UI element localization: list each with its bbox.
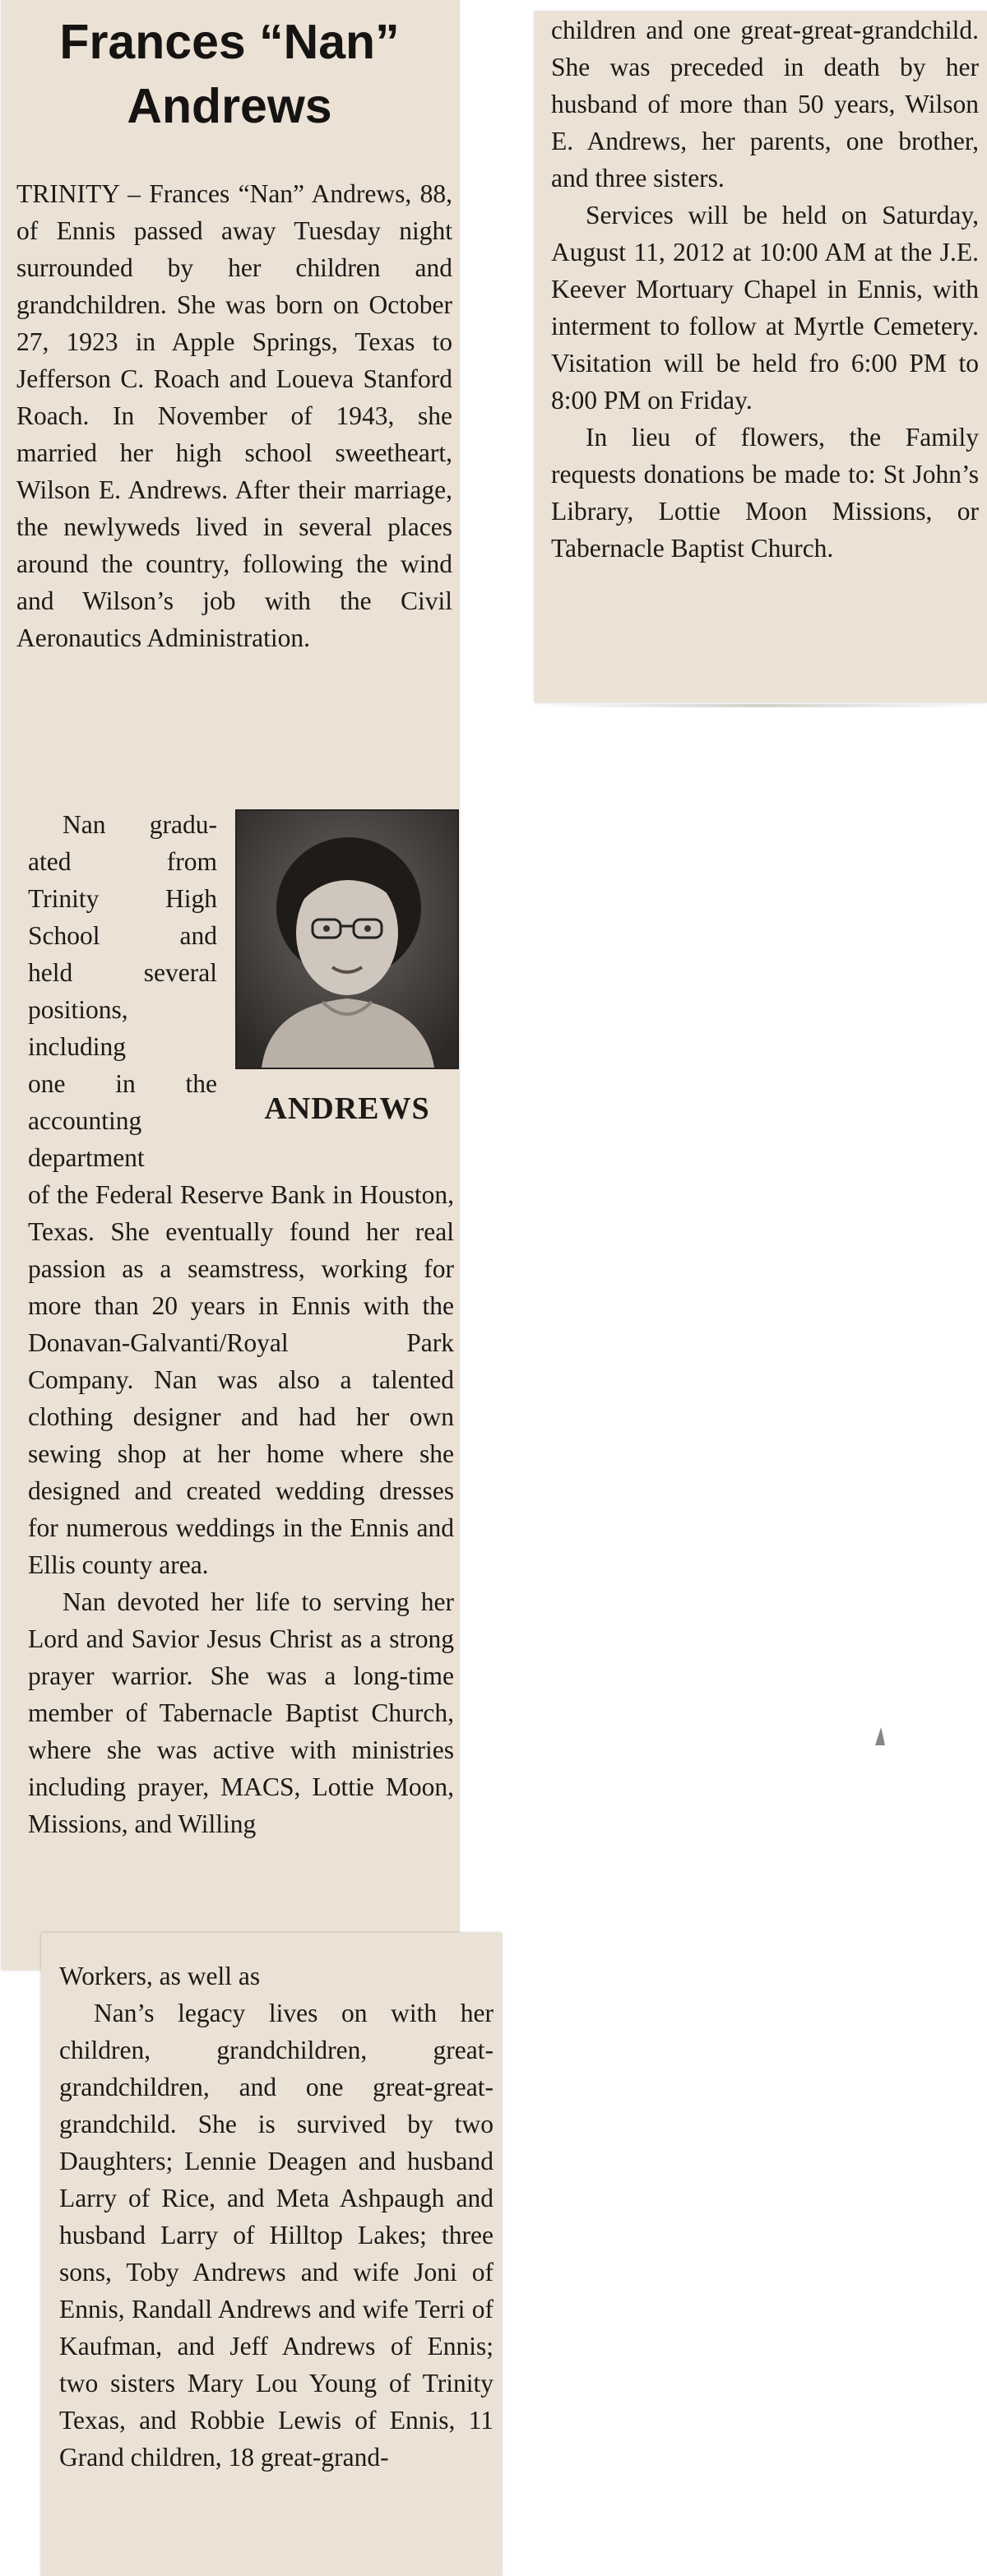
scan-speck [875,1727,885,1745]
wrap-line: department [28,1143,145,1172]
portrait-photo [235,809,459,1069]
paragraph-donations: In lieu of flowers, the Family requests donations be made to: St John’s Library, Lottie Moon Missions, or Tabernacle Baptist Church. [551,423,979,563]
paragraph-career: of the Federal Reserve Bank in Houston, Texas. She eventually found her real passion as a seamstress, working for more than 20 years in Ennis with the Donavan-Galvanti/Royal Park Company. Nan was also a talented clothing designer and had her own sewing shop at her home where she designed and created wedding dresses for numerous weddings in the Ennis and Ellis county area. [28,1180,454,1579]
paragraph-survivors-continued: children and one great-great-grandchild. She was preceded in death by her husband of more than 50 years, Wilson E. Andrews, her parents, one brother, and three sisters. [551,16,979,192]
bottom-column [59,1957,494,2476]
paragraph-survivors: Nan’s legacy lives on with her children, grandchildren, great-grandchildren, and one great-great-grandchild. She is survived by two Daughters; Lennie Deagen and husband Larry of Rice, and Meta Ashpaugh and husband Larry of Hilltop Lakes; three sons, Toby Andrews and wife Joni of Ennis, Randall Andrews and wife Terri of Kaufman, and Jeff Andrews of Ennis; two sisters Mary Lou Young of Trinity Texas, and Robbie Lewis of Ennis, 11 Grand children, 18 great-grand- [59,1999,494,2472]
wrap-line: School and [28,921,217,950]
left-column-top [16,175,452,656]
paragraph-services: Services will be held on Saturday, August 11, 2012 at 10:00 AM at the J.E. Keever Mortuary Chapel in Ennis, with interment to follow at Myrtle Cemetery. Visitation will be held fro 6:00 PM to 8:00 PM on Friday. [551,201,979,415]
wrap-line: one in the [28,1069,217,1098]
wrap-line: ated from [28,847,217,876]
paragraph-faith-continued: Workers, as well as [59,1962,261,1990]
wrap-line: accounting [28,1106,142,1135]
clipping-edge-shadow [535,704,987,707]
wrap-line: including [28,1032,126,1061]
wrap-line: Nan gradu- [63,810,217,839]
wrap-line: positions, [28,995,128,1024]
left-column-bottom [28,1176,454,1842]
right-column [551,12,979,567]
wrap-line: Trinity High [28,884,217,913]
portrait-illustration [237,811,457,1068]
obituary-headline: Frances “Nan” Andrews [59,15,400,133]
text-wrap-beside-photo [28,806,217,1176]
wrap-line: held several [28,958,217,987]
photo-caption: ANDREWS [264,1091,430,1126]
paragraph-faith: Nan devoted her life to serving her Lord and Savior Jesus Christ as a strong prayer warrior. She was a long-time member of Tabernacle Baptist Church, where she was active with ministries including prayer, MACS, Lottie Moon, Missions, and Willing [28,1587,454,1838]
paragraph-opening: TRINITY – Frances “Nan” Andrews, 88, of Ennis passed away Tuesday night surrounded by her children and grandchildren. She was born on October 27, 1923 in Apple Springs, Texas to Jefferson C. Roach and Loueva Stanford Roach. In November of 1943, she married her high school sweetheart, Wilson E. Andrews. After their marriage, the newlyweds lived in several places around the country, following the wind and Wilson’s job with the Civil Aeronautics Administration. [16,179,452,652]
